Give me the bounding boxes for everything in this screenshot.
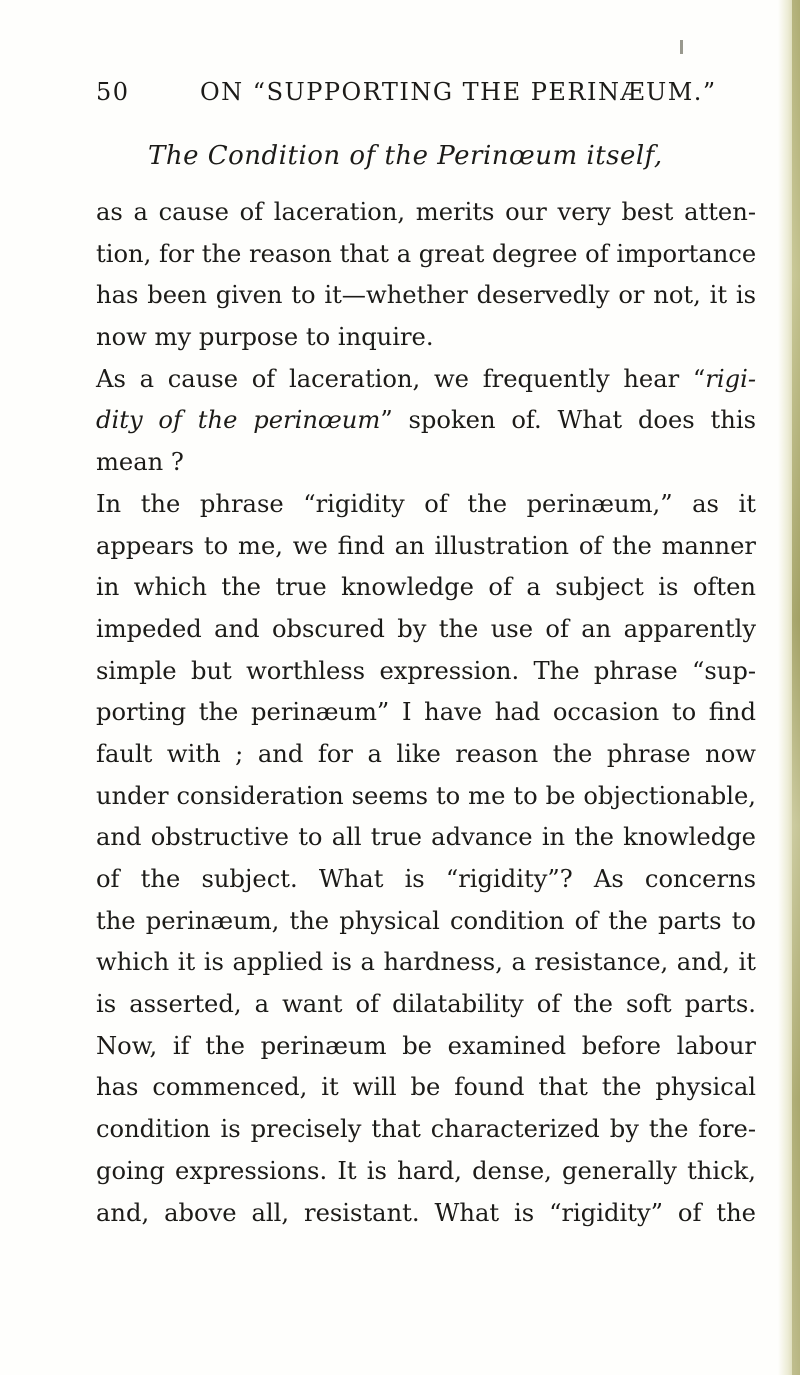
section-heading: The Condition of the Perinœum itself, [148, 141, 663, 171]
text-line: is asserted, a want of dilatability of the soft parts. [96, 990, 756, 1019]
text-line: under consideration seems to me to be objectionable, [96, 781, 756, 810]
body-text [96, 192, 756, 1234]
text-line: of the subject. What is “rigidity”? As concerns [96, 865, 756, 893]
text-line-mixed [96, 359, 756, 401]
text-line: and, above all, resistant. What is “rigidity” of the [96, 1198, 756, 1227]
text-segment: As a cause of laceration, we frequently hear “ [96, 364, 706, 393]
text-line: Now, if the perinæum be examined before labour [96, 1031, 756, 1060]
text-line: In the phrase “rigidity of the perinæum,” as it [96, 489, 756, 518]
text-line: simple but worthless expression. The phrase “sup- [96, 656, 756, 685]
text-line-mixed [96, 400, 756, 442]
text-segment: ” spoken of. What does this [380, 406, 756, 435]
text-line: condition is precisely that characterized by the fore- [96, 1115, 756, 1144]
running-title: ON “SUPPORTING THE PERINÆUM.” [200, 78, 717, 106]
italic-segment: dity of the perinœum [96, 406, 381, 435]
text-line: tion, for the reason that a great degree of importance [96, 239, 757, 268]
stray-mark [680, 40, 683, 54]
running-head [96, 78, 776, 118]
text-line: now my purpose to inquire. [96, 323, 434, 352]
text-line: as a cause of laceration, merits our very best atten- [96, 198, 756, 226]
text-line: mean ? [96, 448, 184, 477]
text-line: going expressions. It is hard, dense, generally thick, [96, 1156, 756, 1185]
text-line: in which the true knowledge of a subject is often [96, 573, 756, 602]
page-edge-strip [792, 0, 800, 1375]
text-line: has been given to it—whether deservedly or not, it is [96, 281, 756, 310]
text-line: porting the perinæum” I have had occasion to find [96, 698, 756, 727]
text-line: the perinæum, the physical condition of the parts to [96, 906, 756, 935]
page-number: 50 [96, 78, 130, 106]
text-line: has commenced, it will be found that the physical [96, 1073, 756, 1102]
text-line: appears to me, we find an illustration of the manner [96, 531, 756, 560]
text-line: and obstructive to all true advance in the knowledge [96, 823, 756, 852]
text-line: impeded and obscured by the use of an apparently [96, 614, 756, 643]
text-line: fault with ; and for a like reason the phrase now [96, 739, 756, 768]
text-line: which it is applied is a hardness, a resistance, and, it [96, 948, 756, 977]
italic-segment: rigi- [705, 364, 756, 393]
